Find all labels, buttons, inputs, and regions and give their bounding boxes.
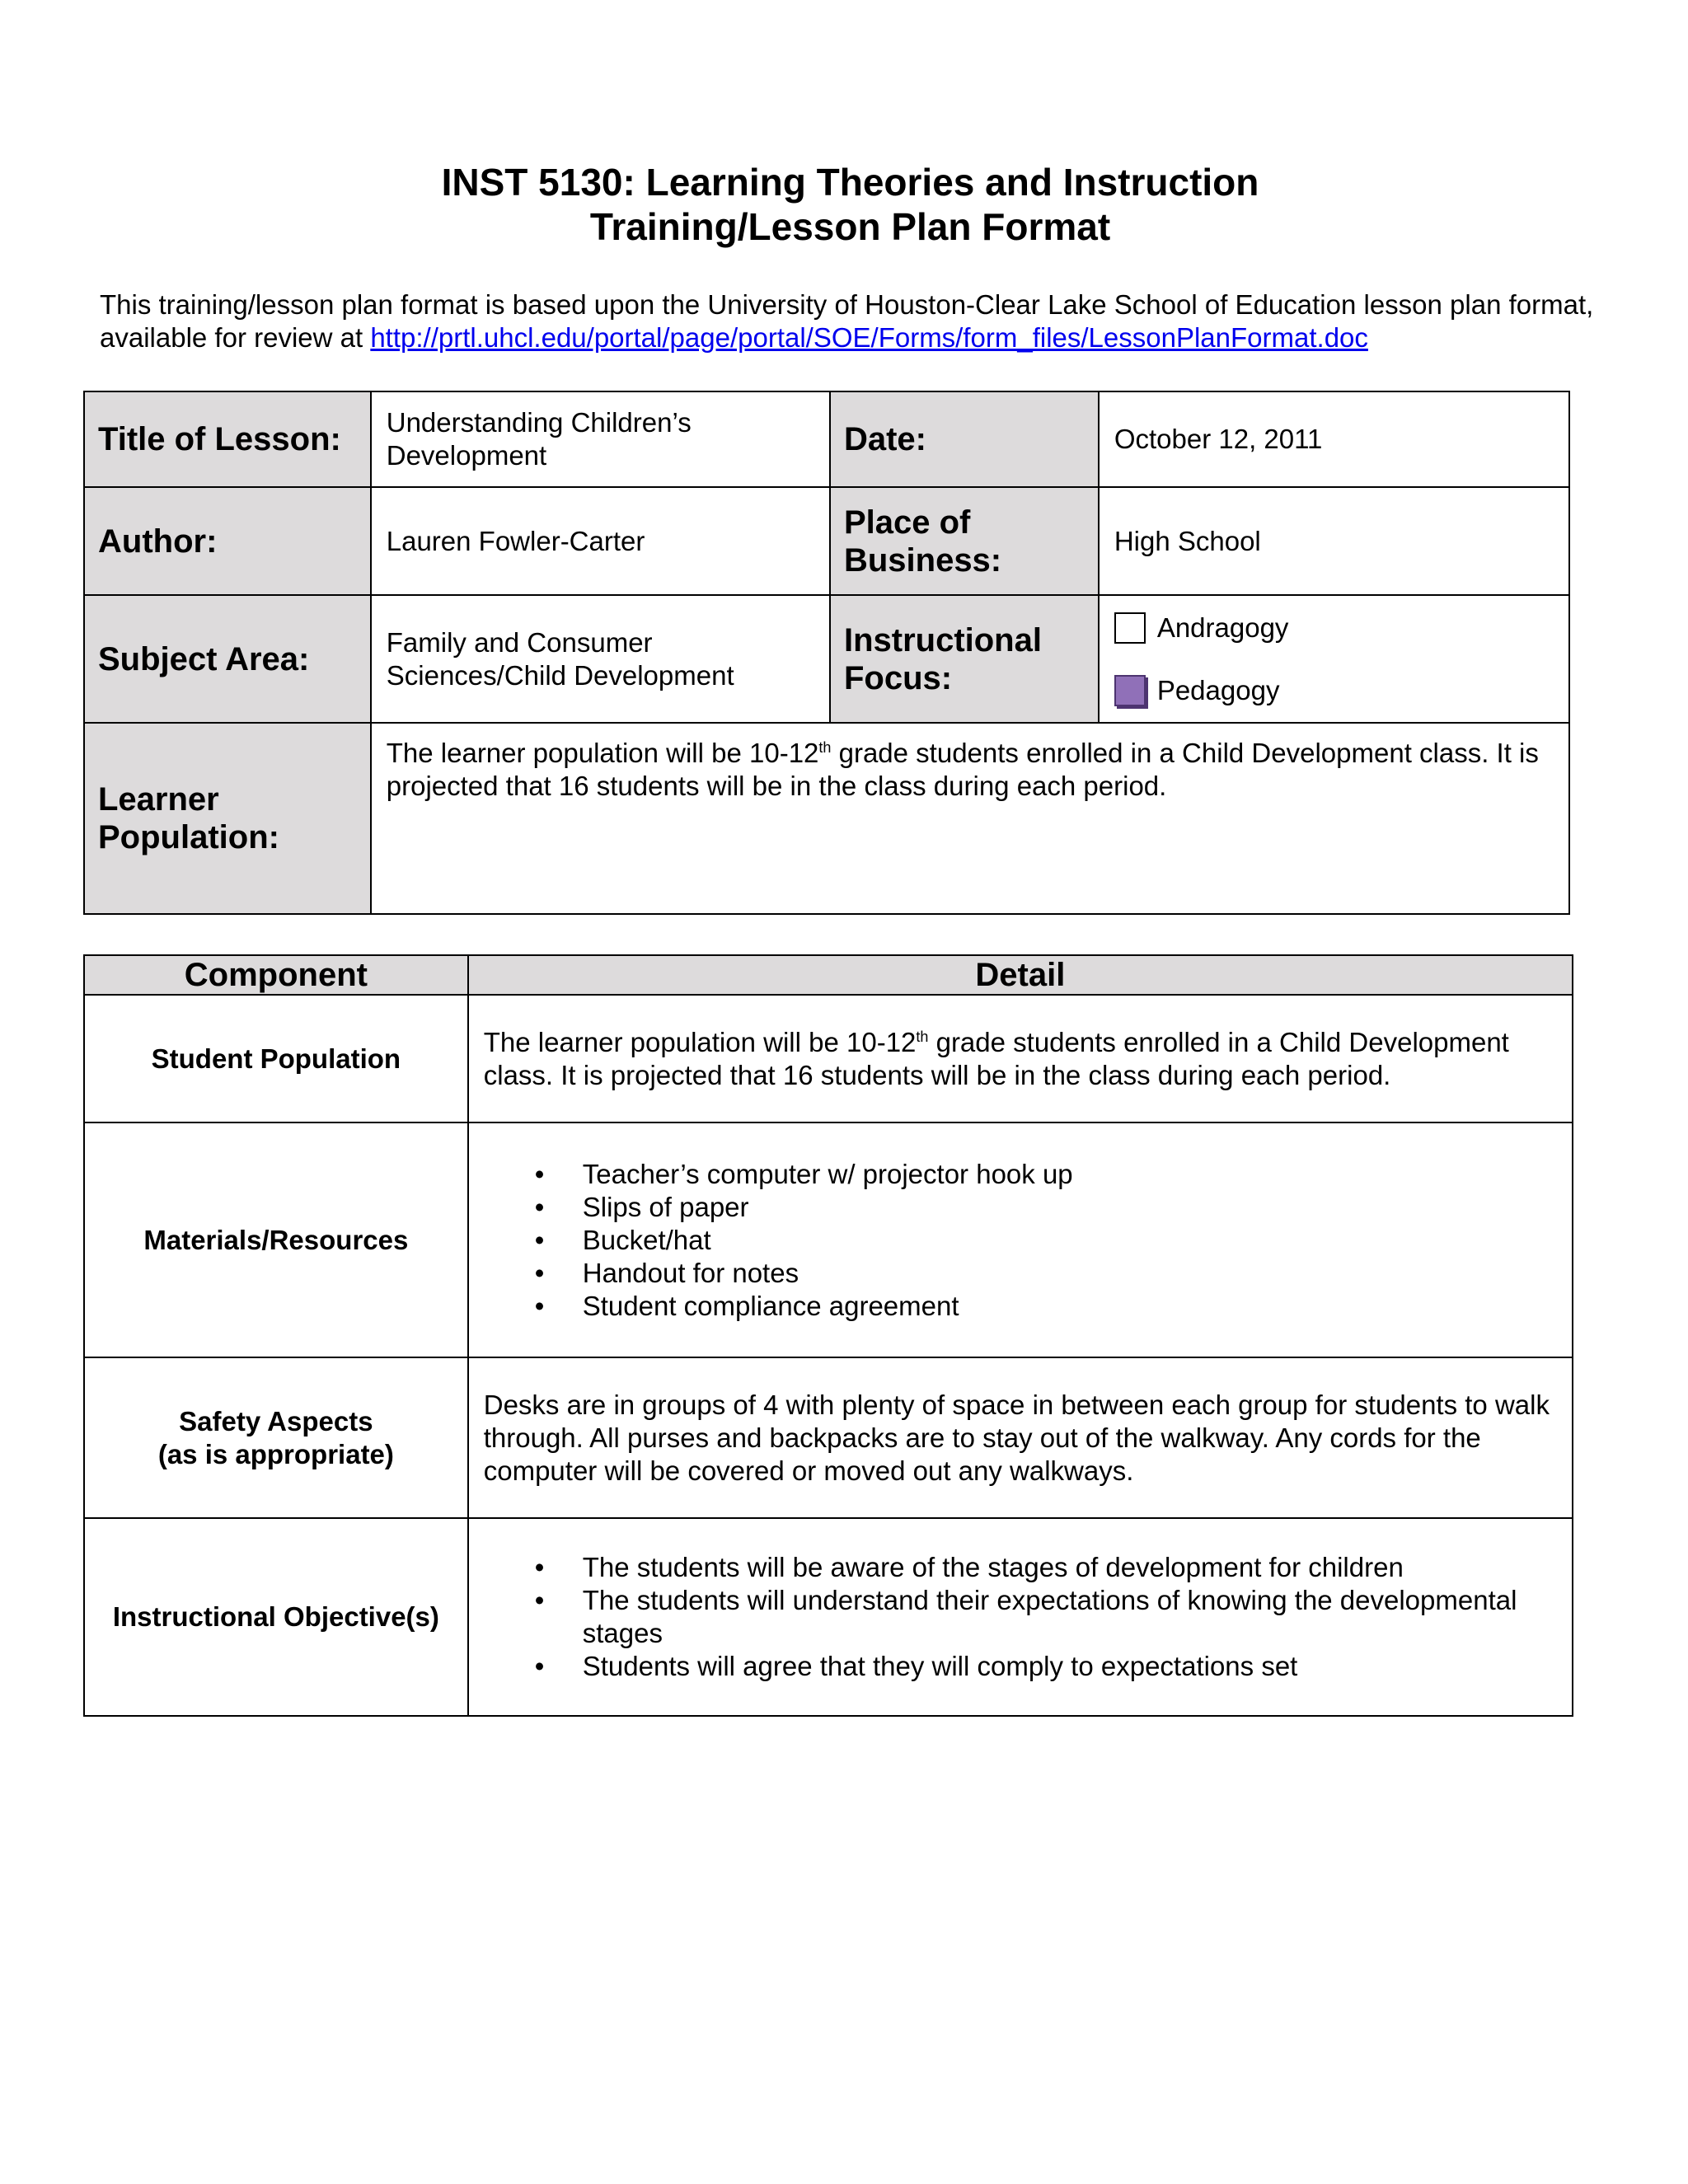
author-value: Lauren Fowler-Carter: [371, 487, 830, 595]
title-of-lesson-label: Title of Lesson:: [84, 391, 371, 487]
pedagogy-label: Pedagogy: [1156, 674, 1280, 705]
author-label: Author:: [84, 487, 371, 595]
learner-text-end: grade students enrolled in a Child Development class. It is projected that 16 students will be in the class during each period.: [386, 738, 1539, 801]
list-item: • Handout for notes: [484, 1257, 1557, 1290]
pedagogy-checkbox[interactable]: [1114, 675, 1146, 706]
info-row-learner: [84, 723, 1569, 914]
subject-area-label: Subject Area:: [84, 595, 371, 723]
list-item: • The students will understand their expectations of knowing the developmental stages: [484, 1584, 1557, 1650]
table-row: [84, 1518, 1573, 1716]
focus-option-andragogy[interactable]: [1114, 597, 1554, 659]
safety-aspects-detail: Desks are in groups of 4 with plenty of space in between each group for students to walk through. All purses and backpacks are to stay out of the walkway. Any cords for the computer will be covered or moved out any walkways.: [468, 1357, 1573, 1518]
component-table-header: [84, 955, 1573, 995]
focus-option-pedagogy[interactable]: [1114, 659, 1554, 722]
student-population-text-end: grade students enrolled in a Child Development class. It is projected that 16 students will be in the class during each period.: [483, 1026, 1509, 1090]
student-population-detail: [468, 995, 1573, 1122]
learner-population-label: Learner Population:: [84, 723, 371, 914]
list-item: • The students will be aware of the stages of development for children: [484, 1551, 1557, 1584]
component-column-header: Component: [84, 955, 468, 995]
materials-resources-detail: [468, 1122, 1573, 1357]
lesson-plan-format-link[interactable]: http://prtl.uhcl.edu/portal/page/portal/SOE/Forms/form_files/LessonPlanFormat.doc: [370, 322, 1368, 353]
list-item: • Teacher’s computer w/ projector hook up: [484, 1158, 1557, 1191]
place-of-business-label: Place of Business:: [830, 487, 1099, 595]
title-of-lesson-value: Understanding Children’s Development: [371, 391, 830, 487]
student-population-text-start: The learner population will be 10-12: [483, 1026, 917, 1057]
student-population-text-sup: th: [916, 1028, 929, 1045]
instructional-objectives-name: Instructional Objective(s): [84, 1518, 468, 1716]
learner-text-sup: th: [818, 739, 832, 756]
intro-paragraph: [100, 288, 1600, 354]
safety-name-line-1: Safety Aspects: [179, 1405, 373, 1436]
place-of-business-value: High School: [1099, 487, 1569, 595]
table-row: [84, 1357, 1573, 1518]
list-item: • Students will agree that they will comply to expectations set: [484, 1650, 1557, 1683]
table-row: [84, 1122, 1573, 1357]
list-item: • Slips of paper: [484, 1191, 1557, 1224]
student-population-name: Student Population: [84, 995, 468, 1122]
date-value: October 12, 2011: [1099, 391, 1569, 487]
instructional-focus-label: Instructional Focus:: [830, 595, 1099, 723]
learner-text-start: The learner population will be 10-12: [386, 738, 819, 768]
title-line-2: Training/Lesson Plan Format: [589, 205, 1111, 248]
materials-list: [484, 1158, 1557, 1323]
title-line-1: INST 5130: Learning Theories and Instruction: [441, 161, 1259, 204]
component-detail-table: [83, 954, 1573, 1717]
table-row: [84, 995, 1573, 1122]
safety-aspects-name: [84, 1357, 468, 1518]
info-row-author: [84, 487, 1569, 595]
instructional-focus-options: [1099, 595, 1569, 723]
lesson-info-table: [83, 391, 1570, 915]
objectives-list: [484, 1551, 1557, 1683]
document-title: [0, 160, 1688, 249]
andragogy-checkbox[interactable]: [1114, 612, 1146, 644]
intro-text: This training/lesson plan format is based upon the University of Houston-Clear Lake School of Education lesson plan format, available for review at: [100, 289, 1594, 353]
info-row-subject: [84, 595, 1569, 723]
safety-name-line-2: (as is appropriate): [157, 1438, 394, 1469]
info-row-title: [84, 391, 1569, 487]
andragogy-label: Andragogy: [1156, 612, 1289, 643]
learner-population-value: [371, 723, 1569, 914]
detail-column-header: Detail: [468, 955, 1573, 995]
list-item: • Student compliance agreement: [484, 1290, 1557, 1323]
list-item: • Bucket/hat: [484, 1224, 1557, 1257]
date-label: Date:: [830, 391, 1099, 487]
instructional-objectives-detail: [468, 1518, 1573, 1716]
subject-area-value: Family and Consumer Sciences/Child Development: [371, 595, 830, 723]
materials-resources-name: Materials/Resources: [84, 1122, 468, 1357]
